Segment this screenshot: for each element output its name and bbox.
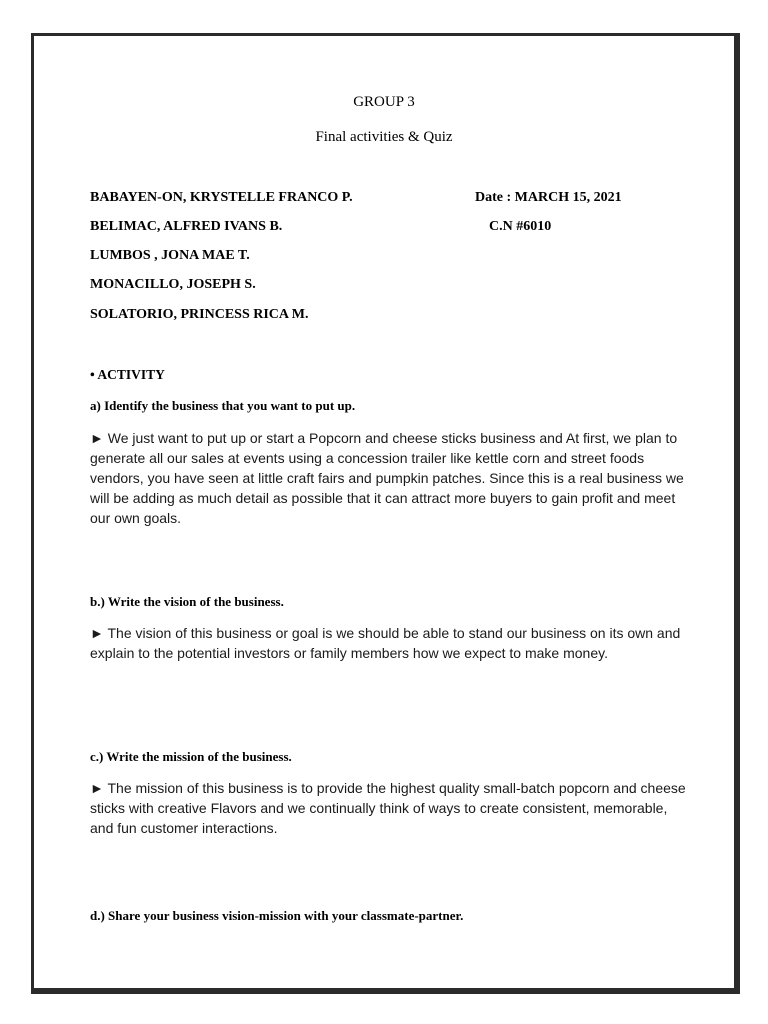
member-name: BELIMAC, ALFRED IVANS B. [90,219,283,234]
member-name: MONACILLO, JOSEPH S. [90,277,256,292]
question-c-answer: ► The mission of this business is to provide the highest quality small-batch popcorn and cheese sticks with creative Flavors and we continually think of ways to create consistent, memorable, and fun customer interactions. [90,780,686,836]
question-a-prompt: a) Identify the business that you want to put up. [90,398,356,413]
member-name: BABAYEN-ON, KRYSTELLE FRANCO P. [90,190,353,205]
class-number-field: C.N #6010 [489,219,552,234]
question-a-answer: ► We just want to put up or start a Popcorn and cheese sticks business and At first, we plan to generate all our sales at events using a concession trailer like kettle corn and street foods vendors, you have seen at little craft fairs and pumpkin patches. Since this is a real business we will be adding as much detail as possible that it can attract more buyers to gain profit and meet our own goals. [90,430,684,526]
question-b-prompt: b.) Write the vision of the business. [90,594,284,609]
activity-heading: • ACTIVITY [90,367,165,382]
group-title: GROUP 3 [353,94,415,110]
question-d-prompt: d.) Share your business vision-mission with your classmate-partner. [90,908,464,923]
date-field: Date : MARCH 15, 2021 [475,190,622,205]
member-name: LUMBOS , JONA MAE T. [90,248,250,263]
document-subtitle: Final activities & Quiz [315,129,453,145]
member-name: SOLATORIO, PRINCESS RICA M. [90,307,309,322]
question-c-prompt: c.) Write the mission of the business. [90,749,292,764]
question-b-answer: ► The vision of this business or goal is we should be able to stand our business on its own and explain to the potential investors or family members how we expect to make money. [90,625,681,661]
